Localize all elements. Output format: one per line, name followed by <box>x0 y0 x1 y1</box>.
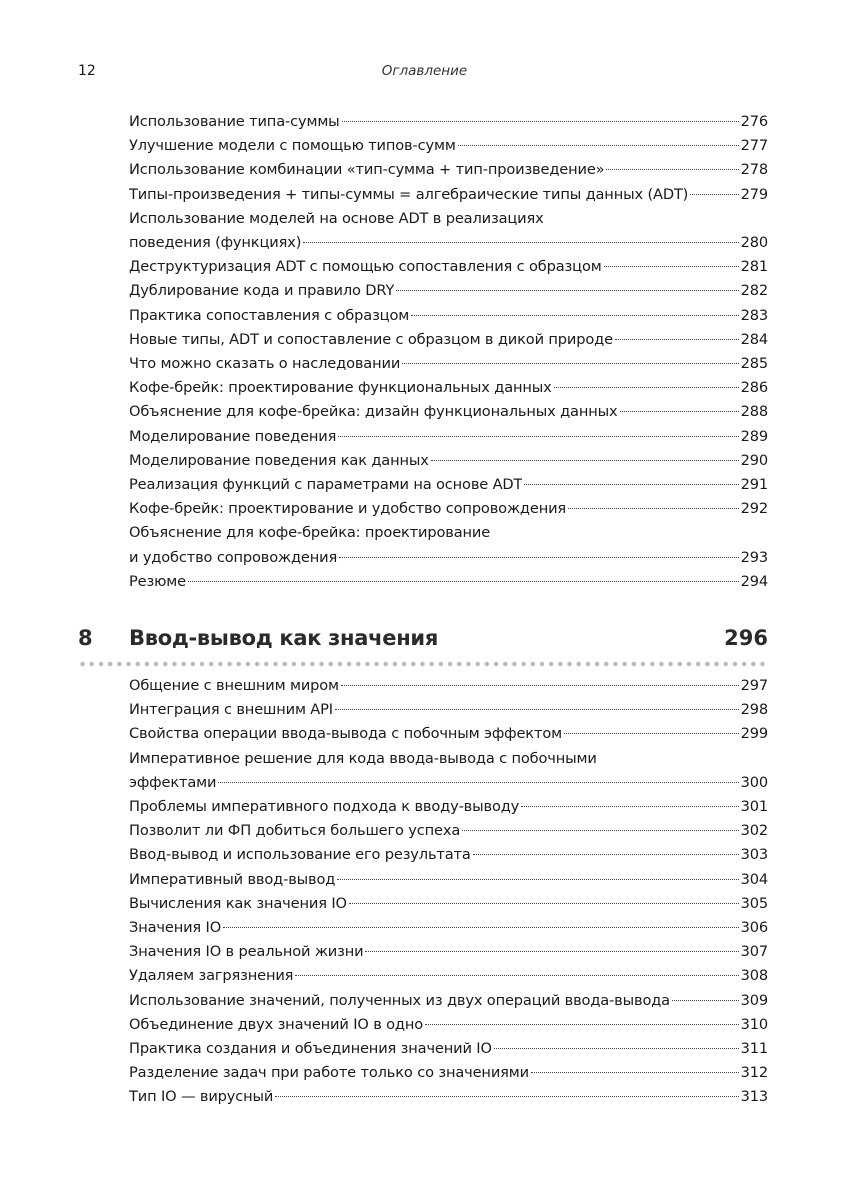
toc-entry-title: Разделение задач при работе только со значениями <box>129 1064 529 1082</box>
toc-entry-title: Кофе-брейк: проектирование и удобство сопровождения <box>129 500 567 518</box>
chapter-divider <box>78 661 768 667</box>
toc-entry-title: и удобство сопровождения <box>129 548 338 566</box>
toc-entry[interactable] <box>129 304 768 328</box>
dot-leader <box>223 927 739 928</box>
toc-list-chapter-8 <box>129 674 768 1110</box>
toc-entry-page: 303 <box>740 846 768 864</box>
toc-entry-title: Ввод-вывод и использование его результата <box>129 846 471 864</box>
toc-entry-page: 308 <box>740 967 768 985</box>
toc-entry-page: 294 <box>740 572 768 590</box>
toc-entry[interactable] <box>129 376 768 400</box>
toc-entry-title: Свойства операции ввода-вывода с побочным эффектом <box>129 725 562 743</box>
toc-entry[interactable] <box>129 1013 768 1037</box>
toc-entry-page: 301 <box>740 798 768 816</box>
toc-entry[interactable] <box>129 352 768 376</box>
toc-list-before-chapter <box>129 110 768 594</box>
dot-leader <box>568 508 739 509</box>
toc-entry-title-line: Использование моделей на основе ADT в реализациях <box>129 209 544 227</box>
toc-entry-page: 302 <box>740 822 768 840</box>
toc-entry-page: 289 <box>740 427 768 445</box>
toc-entry[interactable] <box>129 989 768 1013</box>
toc-entry-title: Объединение двух значений IO в одно <box>129 1015 424 1033</box>
toc-entry-title-line: Императивное решение для кода ввода-вывода с побочными <box>129 749 597 767</box>
toc-entry-title: Тип IO — вирусный <box>129 1088 274 1106</box>
toc-entry-title: Использование комбинации «тип-сумма + тип-произведение» <box>129 161 605 179</box>
toc-entry[interactable] <box>129 521 768 569</box>
dot-leader <box>335 709 739 710</box>
toc-entry-title: поведения (функциях) <box>129 234 302 252</box>
toc-entry-title: Реализация функций с параметрами на основе ADT <box>129 476 523 494</box>
toc-entry[interactable] <box>129 964 768 988</box>
toc-entry[interactable] <box>129 400 768 424</box>
toc-entry[interactable] <box>129 570 768 594</box>
toc-entry[interactable] <box>129 110 768 134</box>
toc-entry-page: 310 <box>740 1015 768 1033</box>
chapter-number: 8 <box>78 626 93 650</box>
toc-entry-page: 313 <box>740 1088 768 1106</box>
dot-leader <box>606 169 738 170</box>
toc-entry-title: Значения IO <box>129 919 222 937</box>
page-number: 12 <box>78 63 96 79</box>
toc-entry[interactable] <box>129 279 768 303</box>
toc-entry[interactable] <box>129 674 768 698</box>
dot-leader <box>462 830 738 831</box>
toc-entry-page: 291 <box>740 476 768 494</box>
toc-entry-page: 284 <box>740 330 768 348</box>
toc-entry[interactable] <box>129 183 768 207</box>
toc-entry-page: 288 <box>740 403 768 421</box>
toc-entry[interactable] <box>129 473 768 497</box>
toc-entry-page: 293 <box>740 548 768 566</box>
toc-entry[interactable] <box>129 328 768 352</box>
dot-leader <box>690 194 738 195</box>
toc-entry[interactable] <box>129 868 768 892</box>
toc-entry-page: 312 <box>740 1064 768 1082</box>
dot-leader <box>275 1096 738 1097</box>
dot-leader <box>615 339 739 340</box>
toc-entry-page: 285 <box>740 355 768 373</box>
toc-entry[interactable] <box>129 1037 768 1061</box>
dot-leader <box>672 1000 739 1001</box>
toc-entry-page: 306 <box>740 919 768 937</box>
toc-entry-title: Что можно сказать о наследовании <box>129 355 401 373</box>
toc-entry[interactable] <box>129 497 768 521</box>
toc-entry-title: Деструктуризация ADT с помощью сопоставления с образцом <box>129 258 602 276</box>
toc-entry-title: Объяснение для кофе-брейка: дизайн функциональных данных <box>129 403 618 421</box>
dot-leader <box>458 145 739 146</box>
toc-entry-title: Удаляем загрязнения <box>129 967 294 985</box>
toc-entry-title: Моделирование поведения как данных <box>129 451 429 469</box>
toc-entry[interactable] <box>129 722 768 746</box>
dot-leader <box>402 363 738 364</box>
toc-entry-title: Резюме <box>129 572 186 590</box>
dot-leader <box>411 315 738 316</box>
toc-entry-page: 282 <box>740 282 768 300</box>
toc-entry-page: 311 <box>740 1040 768 1058</box>
toc-entry-title: Кофе-брейк: проектирование функциональных данных <box>129 379 552 397</box>
toc-entry-page: 298 <box>740 701 768 719</box>
toc-entry-page: 286 <box>740 379 768 397</box>
toc-entry[interactable] <box>129 747 768 795</box>
toc-entry-page: 292 <box>740 500 768 518</box>
toc-entry-title: Моделирование поведения <box>129 427 337 445</box>
toc-entry-page: 281 <box>740 258 768 276</box>
dot-leader <box>524 484 738 485</box>
dot-leader <box>349 903 739 904</box>
toc-entry-page: 277 <box>740 137 768 155</box>
toc-entry-title: Значения IO в реальной жизни <box>129 943 364 961</box>
toc-entry-title: Позволит ли ФП добиться большего успеха <box>129 822 461 840</box>
toc-entry-page: 279 <box>740 185 768 203</box>
toc-entry-title: Типы-произведения + типы-суммы = алгебраические типы данных (ADT) <box>129 185 689 203</box>
toc-entry[interactable] <box>129 795 768 819</box>
chapter-heading[interactable] <box>78 626 768 660</box>
toc-entry-title: Новые типы, ADT и сопоставление с образцом в дикой природе <box>129 330 613 348</box>
dot-leader <box>604 266 739 267</box>
toc-entry[interactable] <box>129 698 768 722</box>
dot-leader <box>342 121 739 122</box>
toc-entry-page: 300 <box>740 773 768 791</box>
dot-leader <box>295 975 738 976</box>
toc-entry-page: 283 <box>740 306 768 324</box>
toc-entry-page: 278 <box>740 161 768 179</box>
toc-entry-title: Интеграция с внешним API <box>129 701 333 719</box>
toc-entry[interactable] <box>129 916 768 940</box>
dot-leader <box>473 854 739 855</box>
toc-entry-title: эффектами <box>129 773 217 791</box>
toc-entry[interactable] <box>129 819 768 843</box>
toc-entry[interactable] <box>129 158 768 182</box>
toc-entry-title: Императивный ввод-вывод <box>129 870 336 888</box>
toc-entry-title: Общение с внешним миром <box>129 677 339 694</box>
chapter-page-number: 296 <box>724 626 768 650</box>
toc-entry-page: 309 <box>740 991 768 1009</box>
dot-leader <box>531 1072 739 1073</box>
toc-entry-page: 280 <box>740 234 768 252</box>
dot-leader <box>425 1024 739 1025</box>
toc-entry[interactable] <box>129 1061 768 1085</box>
dot-leader <box>341 685 739 686</box>
toc-entry[interactable] <box>129 843 768 867</box>
dot-leader <box>337 879 738 880</box>
toc-entry-page: 299 <box>740 725 768 743</box>
running-title: Оглавление <box>381 63 468 79</box>
dot-leader <box>338 436 738 437</box>
chapter-title: Ввод-вывод как значения <box>129 626 439 650</box>
toc-entry-page: 297 <box>740 677 768 694</box>
toc-entry-title: Практика сопоставления с образцом <box>129 306 410 324</box>
dot-leader <box>339 557 738 558</box>
toc-entry[interactable] <box>129 425 768 449</box>
toc-entry-title: Использование типа-суммы <box>129 113 340 130</box>
dot-leader <box>494 1048 739 1049</box>
toc-entry[interactable] <box>129 255 768 279</box>
toc-entry[interactable] <box>129 940 768 964</box>
toc-entry-title: Использование значений, полученных из двух операций ввода-вывода <box>129 991 670 1009</box>
toc-entry-title: Улучшение модели с помощью типов-сумм <box>129 137 456 155</box>
toc-entry-page: 305 <box>740 894 768 912</box>
dot-leader <box>303 242 738 243</box>
dot-leader <box>431 460 739 461</box>
toc-entry-title: Проблемы императивного подхода к вводу-выводу <box>129 798 520 816</box>
toc-entry-title: Вычисления как значения IO <box>129 894 347 912</box>
toc-entry-page: 290 <box>740 451 768 469</box>
dot-leader <box>396 290 738 291</box>
toc-entry[interactable] <box>129 134 768 158</box>
dot-leader <box>554 387 739 388</box>
dot-leader <box>218 782 738 783</box>
toc-entry[interactable] <box>129 207 768 255</box>
toc-entry[interactable] <box>129 892 768 916</box>
toc-entry-title: Дублирование кода и правило DRY <box>129 282 395 300</box>
dot-leader <box>620 411 739 412</box>
dot-leader <box>188 581 739 582</box>
toc-entry-title-line: Объяснение для кофе-брейка: проектирование <box>129 524 491 542</box>
dot-leader <box>521 806 738 807</box>
toc-entry-page: 276 <box>740 113 768 130</box>
toc-entry-page: 307 <box>740 943 768 961</box>
toc-entry-page: 304 <box>740 870 768 888</box>
dot-leader <box>365 951 738 952</box>
dot-leader <box>564 733 739 734</box>
toc-entry[interactable] <box>129 1085 768 1109</box>
toc-entry[interactable] <box>129 449 768 473</box>
toc-entry-title: Практика создания и объединения значений IO <box>129 1040 492 1058</box>
